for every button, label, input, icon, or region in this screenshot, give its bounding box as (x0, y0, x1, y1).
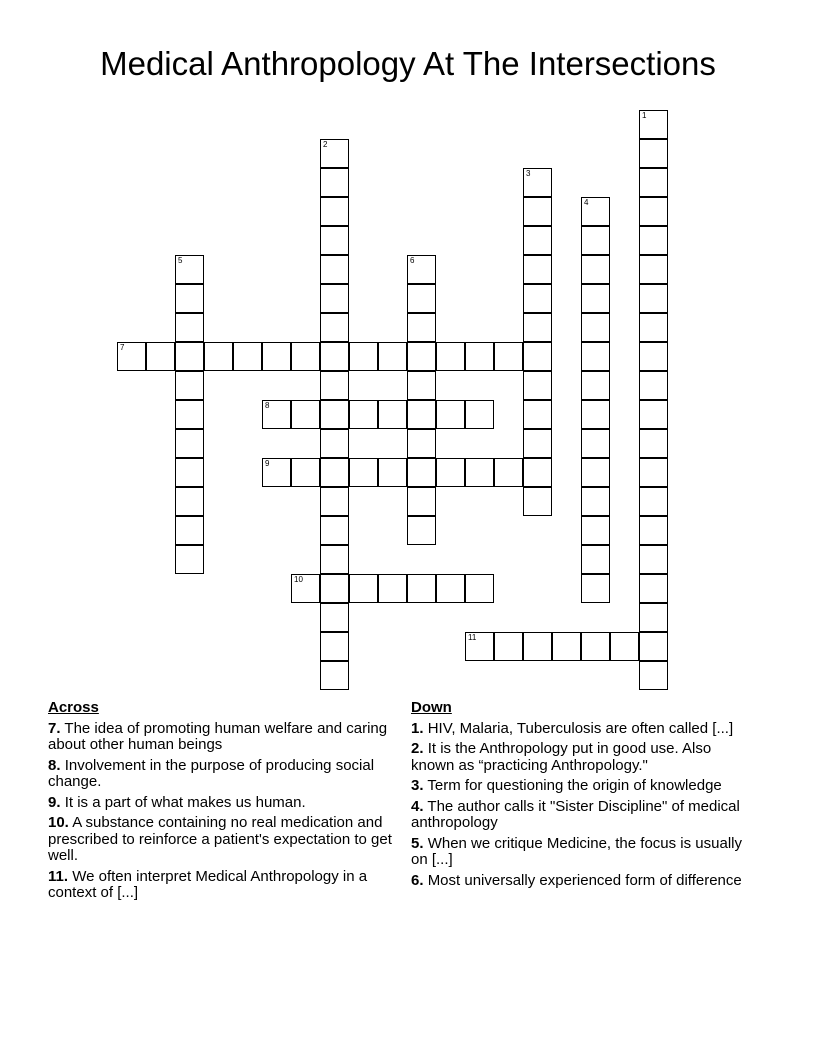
down-heading: Down (411, 699, 452, 716)
grid-cell[interactable] (320, 342, 349, 371)
grid-cell[interactable] (581, 255, 610, 284)
grid-cell[interactable] (523, 197, 552, 226)
grid-cell[interactable] (610, 632, 639, 661)
down-clue-6 (411, 873, 756, 890)
clue-text: Term for questioning the origin of knowledge (427, 777, 722, 794)
grid-cell[interactable] (349, 342, 378, 371)
grid-cell[interactable] (320, 226, 349, 255)
grid-cell[interactable] (581, 516, 610, 545)
grid-cell[interactable] (175, 342, 204, 371)
grid-cell[interactable] (465, 632, 494, 661)
clue-number: 11. (48, 867, 69, 885)
grid-cell[interactable] (581, 400, 610, 429)
clue-number: 7. (48, 719, 61, 737)
grid-cell[interactable] (639, 284, 668, 313)
across-clues (48, 700, 393, 906)
grid-cell[interactable] (581, 574, 610, 603)
grid-cell[interactable] (494, 342, 523, 371)
cell-number: 7 (120, 343, 125, 352)
clue-text: HIV, Malaria, Tuberculosis are often called [...] (427, 719, 734, 737)
cell-number: 9 (265, 459, 270, 468)
grid-cell[interactable] (378, 342, 407, 371)
grid-cell[interactable] (523, 632, 552, 661)
grid-cell[interactable] (465, 342, 494, 371)
clue-text: Involvement in the purpose of producing social change. (48, 756, 375, 790)
cell-number: 11 (468, 633, 477, 642)
grid-cell[interactable] (407, 400, 436, 429)
grid-cell[interactable] (320, 255, 349, 284)
grid-cell[interactable] (320, 371, 349, 400)
grid-cell[interactable] (523, 313, 552, 342)
grid-cell[interactable] (639, 110, 668, 139)
grid-cell[interactable] (175, 487, 204, 516)
clue-number: 5. (411, 834, 424, 852)
cell-number: 10 (294, 575, 303, 584)
grid-cell[interactable] (581, 458, 610, 487)
grid-cell[interactable] (523, 487, 552, 516)
grid-cell[interactable] (378, 458, 407, 487)
grid-cell[interactable] (523, 458, 552, 487)
clue-text: We often interpret Medical Anthropology in a context of [...] (48, 867, 368, 901)
grid-cell[interactable] (175, 255, 204, 284)
grid-cell[interactable] (378, 400, 407, 429)
grid-cell[interactable] (639, 661, 668, 690)
cell-number: 2 (323, 140, 328, 149)
grid-cell[interactable] (523, 429, 552, 458)
grid-cell[interactable] (581, 342, 610, 371)
grid-cell[interactable] (320, 603, 349, 632)
puzzle-title: Medical Anthropology At The Intersections (100, 45, 716, 82)
grid-cell[interactable] (233, 342, 262, 371)
grid-cell[interactable] (465, 574, 494, 603)
clue-number: 4. (411, 797, 424, 815)
grid-cell[interactable] (349, 574, 378, 603)
grid-cell[interactable] (581, 429, 610, 458)
grid-cell[interactable] (523, 400, 552, 429)
grid-cell[interactable] (320, 139, 349, 168)
across-heading: Across (48, 699, 99, 716)
grid-cell[interactable] (436, 458, 465, 487)
clue-text: It is the Anthropology put in good use. Also known as “practicing Anthropology." (411, 740, 712, 774)
grid-cell[interactable] (581, 226, 610, 255)
grid-cell[interactable] (320, 487, 349, 516)
grid-cell[interactable] (465, 400, 494, 429)
grid-cell[interactable] (320, 197, 349, 226)
grid-cell[interactable] (407, 574, 436, 603)
clue-number: 10. (48, 814, 69, 831)
grid-cell[interactable] (639, 632, 668, 661)
grid-cell[interactable] (639, 342, 668, 371)
grid-cell[interactable] (407, 458, 436, 487)
grid-cell[interactable] (378, 574, 407, 603)
grid-cell[interactable] (639, 603, 668, 632)
grid-cell[interactable] (291, 400, 320, 429)
grid-cell[interactable] (320, 661, 349, 690)
grid-cell[interactable] (436, 574, 465, 603)
grid-cell[interactable] (639, 313, 668, 342)
grid-cell[interactable] (407, 487, 436, 516)
grid-cell[interactable] (175, 400, 204, 429)
grid-cell[interactable] (262, 458, 291, 487)
grid-cell[interactable] (523, 255, 552, 284)
grid-cell[interactable] (320, 516, 349, 545)
grid-cell[interactable] (320, 429, 349, 458)
cell-number: 8 (265, 401, 270, 410)
grid-cell[interactable] (523, 371, 552, 400)
grid-cell[interactable] (639, 487, 668, 516)
across-clue-8 (48, 758, 393, 791)
clue-number: 3. (411, 777, 424, 794)
grid-cell[interactable] (320, 168, 349, 197)
clue-text: It is a part of what makes us human. (64, 793, 306, 811)
grid-cell[interactable] (494, 458, 523, 487)
down-clue-4 (411, 799, 756, 832)
grid-cell[interactable] (552, 632, 581, 661)
grid-cell[interactable] (291, 342, 320, 371)
grid-cell[interactable] (639, 545, 668, 574)
grid-cell[interactable] (639, 400, 668, 429)
grid-cell[interactable] (639, 371, 668, 400)
grid-cell[interactable] (320, 458, 349, 487)
down-clue-1 (411, 721, 756, 738)
grid-cell[interactable] (581, 371, 610, 400)
clue-number: 9. (48, 793, 61, 811)
grid-cell[interactable] (581, 545, 610, 574)
grid-cell[interactable] (639, 139, 668, 168)
grid-cell[interactable] (523, 168, 552, 197)
clue-number: 6. (411, 871, 424, 889)
grid-cell[interactable] (320, 313, 349, 342)
grid-cell[interactable] (523, 342, 552, 371)
down-clues (411, 700, 756, 893)
down-clue-3 (411, 778, 756, 795)
down-clue-2 (411, 741, 756, 774)
grid-cell[interactable] (175, 371, 204, 400)
grid-cell[interactable] (407, 429, 436, 458)
grid-cell[interactable] (320, 284, 349, 313)
across-clue-11 (48, 869, 393, 902)
grid-cell[interactable] (523, 226, 552, 255)
grid-cell[interactable] (581, 632, 610, 661)
grid-cell[interactable] (581, 284, 610, 313)
grid-cell[interactable] (117, 342, 146, 371)
clue-text: The author calls it "Sister Discipline" of medical anthropology (411, 797, 740, 831)
grid-cell[interactable] (407, 255, 436, 284)
grid-cell[interactable] (175, 516, 204, 545)
across-clue-9 (48, 795, 393, 812)
grid-cell[interactable] (639, 458, 668, 487)
grid-cell[interactable] (581, 197, 610, 226)
grid-cell[interactable] (262, 342, 291, 371)
grid-cell[interactable] (291, 458, 320, 487)
grid-cell[interactable] (639, 168, 668, 197)
down-clue-5 (411, 836, 756, 869)
grid-cell[interactable] (407, 284, 436, 313)
grid-cell[interactable] (639, 574, 668, 603)
grid-cell[interactable] (204, 342, 233, 371)
cell-number: 3 (526, 169, 531, 178)
grid-cell[interactable] (639, 516, 668, 545)
clue-text: When we critique Medicine, the focus is usually on [...] (411, 834, 742, 868)
grid-cell[interactable] (175, 284, 204, 313)
grid-cell[interactable] (407, 342, 436, 371)
grid-cell[interactable] (407, 516, 436, 545)
clue-text: The idea of promoting human welfare and caring about other human beings (48, 719, 388, 753)
grid-cell[interactable] (465, 458, 494, 487)
grid-cell[interactable] (320, 400, 349, 429)
grid-cell[interactable] (349, 400, 378, 429)
grid-cell[interactable] (146, 342, 175, 371)
cell-number: 6 (410, 256, 415, 265)
grid-cell[interactable] (175, 429, 204, 458)
cell-number: 1 (642, 111, 647, 120)
across-clue-10 (48, 815, 393, 865)
grid-cell[interactable] (349, 458, 378, 487)
grid-cell[interactable] (175, 313, 204, 342)
grid-cell[interactable] (581, 313, 610, 342)
clue-text: A substance containing no real medication and prescribed to reinforce a patient's expectation to get well. (48, 814, 392, 864)
cell-number: 5 (178, 256, 183, 265)
grid-cell[interactable] (262, 400, 291, 429)
across-clue-7 (48, 721, 393, 754)
grid-cell[interactable] (581, 487, 610, 516)
clue-number: 8. (48, 756, 61, 774)
grid-cell[interactable] (320, 632, 349, 661)
grid-cell[interactable] (523, 284, 552, 313)
grid-cell[interactable] (494, 632, 523, 661)
grid-cell[interactable] (639, 429, 668, 458)
grid-cell[interactable] (175, 458, 204, 487)
grid-cell[interactable] (320, 574, 349, 603)
grid-cell[interactable] (175, 545, 204, 574)
grid-cell[interactable] (407, 313, 436, 342)
grid-cell[interactable] (436, 342, 465, 371)
grid-cell[interactable] (639, 255, 668, 284)
cell-number: 4 (584, 198, 589, 207)
grid-cell[interactable] (320, 545, 349, 574)
clue-number: 2. (411, 740, 424, 757)
grid-cell[interactable] (291, 574, 320, 603)
grid-cell[interactable] (407, 371, 436, 400)
clue-number: 1. (411, 719, 424, 737)
grid-cell[interactable] (639, 197, 668, 226)
grid-cell[interactable] (639, 226, 668, 255)
grid-cell[interactable] (436, 400, 465, 429)
clue-text: Most universally experienced form of difference (427, 871, 742, 889)
